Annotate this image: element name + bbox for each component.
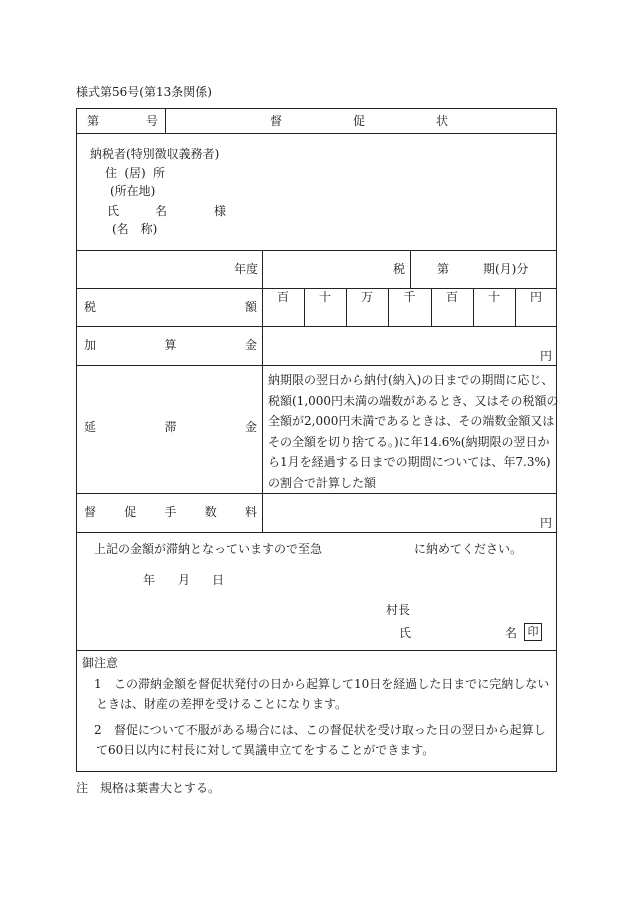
late-fee-note bbox=[268, 370, 559, 493]
digit-unit-label: 万 bbox=[360, 290, 373, 304]
period-prefix: 第 bbox=[437, 262, 450, 276]
divider bbox=[76, 493, 557, 494]
divider bbox=[410, 250, 411, 288]
note-line: その全額を切り捨てる。)に年14.6%(納期限の翌日か bbox=[268, 434, 550, 449]
title-name-label: (名 称) bbox=[112, 222, 158, 236]
date-month: 月 bbox=[178, 573, 191, 587]
divider bbox=[76, 288, 557, 289]
note-line: の割合で計算した額 bbox=[268, 475, 377, 490]
reminder-fee-label: 督 促 手 数 料 bbox=[84, 505, 257, 519]
caution-item: この滞納金額を督促状発付の日から起算して10日を経過した日までに完納しないときは、財産の差押を受けることになります。 bbox=[96, 677, 550, 711]
name-label: 氏 名 bbox=[107, 204, 167, 218]
divider bbox=[76, 365, 557, 366]
number-prefix: 第 bbox=[87, 114, 100, 128]
mayor-name-label: 氏 名 bbox=[399, 626, 517, 640]
surcharge-label: 加 算 金 bbox=[84, 338, 257, 352]
digit-unit-label: 百 bbox=[276, 290, 289, 304]
divider bbox=[165, 108, 166, 133]
page-title bbox=[270, 115, 448, 127]
fiscal-year-label: 年度 bbox=[234, 262, 259, 276]
divider bbox=[76, 133, 557, 134]
caution-number: 2 bbox=[94, 723, 102, 737]
number-suffix: 号 bbox=[146, 114, 159, 128]
yen-unit: 円 bbox=[540, 516, 553, 530]
late-fee-label: 延 滞 金 bbox=[84, 420, 257, 434]
divider bbox=[76, 532, 557, 533]
mayor-label: 村長 bbox=[386, 603, 411, 617]
divider bbox=[76, 650, 557, 651]
digit-unit-label: 円 bbox=[529, 290, 542, 304]
tax-type-label: 税 bbox=[393, 262, 406, 276]
seal-mark: 印 bbox=[524, 623, 542, 641]
title-char: 促 bbox=[352, 114, 365, 128]
digit-unit-label: 千 bbox=[403, 290, 416, 304]
date-day: 日 bbox=[212, 573, 225, 587]
address-label: 住 (居) 所 bbox=[105, 166, 165, 180]
footer-note: 注 規格は葉書大とする。 bbox=[76, 781, 221, 795]
digit-unit-label: 十 bbox=[318, 290, 331, 304]
caution-item: 督促について不服がある場合には、この督促状を受け取った日の翌日から起算して60日以内に村長に対して異議申立てをすることができます。 bbox=[96, 723, 546, 757]
caution-number: 1 bbox=[94, 677, 102, 691]
tax-amount-label: 税 額 bbox=[84, 300, 257, 314]
date-year: 年 bbox=[143, 573, 156, 587]
notice-text: 上記の金額が滞納となっていますので至急 bbox=[94, 542, 323, 556]
divider bbox=[76, 326, 557, 327]
caution-title: 御注意 bbox=[82, 656, 119, 670]
title-char: 督 bbox=[270, 114, 283, 128]
note-line: 税額(1,000円未満の端数があるとき、又はその税額の bbox=[268, 393, 559, 408]
divider bbox=[76, 250, 557, 251]
honorific: 様 bbox=[214, 204, 227, 218]
taxpayer-label: 納税者(特別徴収義務者) bbox=[90, 147, 220, 161]
note-line: 納期限の翌日から納付(納入)の日までの期間に応じ、 bbox=[268, 373, 554, 387]
note-line: ら1月を経過する日までの期間については、年7.3%) bbox=[268, 455, 551, 469]
period-suffix: 期(月)分 bbox=[483, 262, 529, 276]
yen-unit: 円 bbox=[540, 349, 553, 363]
note-line: 全額が2,000円未満であるときは、その端数金額又は bbox=[268, 414, 555, 428]
title-char: 状 bbox=[435, 114, 448, 128]
form-id: 様式第56号(第13条関係) bbox=[76, 85, 212, 99]
notice-text-end: に納めてください。 bbox=[414, 542, 523, 556]
digit-unit-label: 百 bbox=[445, 290, 458, 304]
location-label: (所在地) bbox=[110, 184, 156, 198]
digit-unit-label: 十 bbox=[487, 290, 500, 304]
